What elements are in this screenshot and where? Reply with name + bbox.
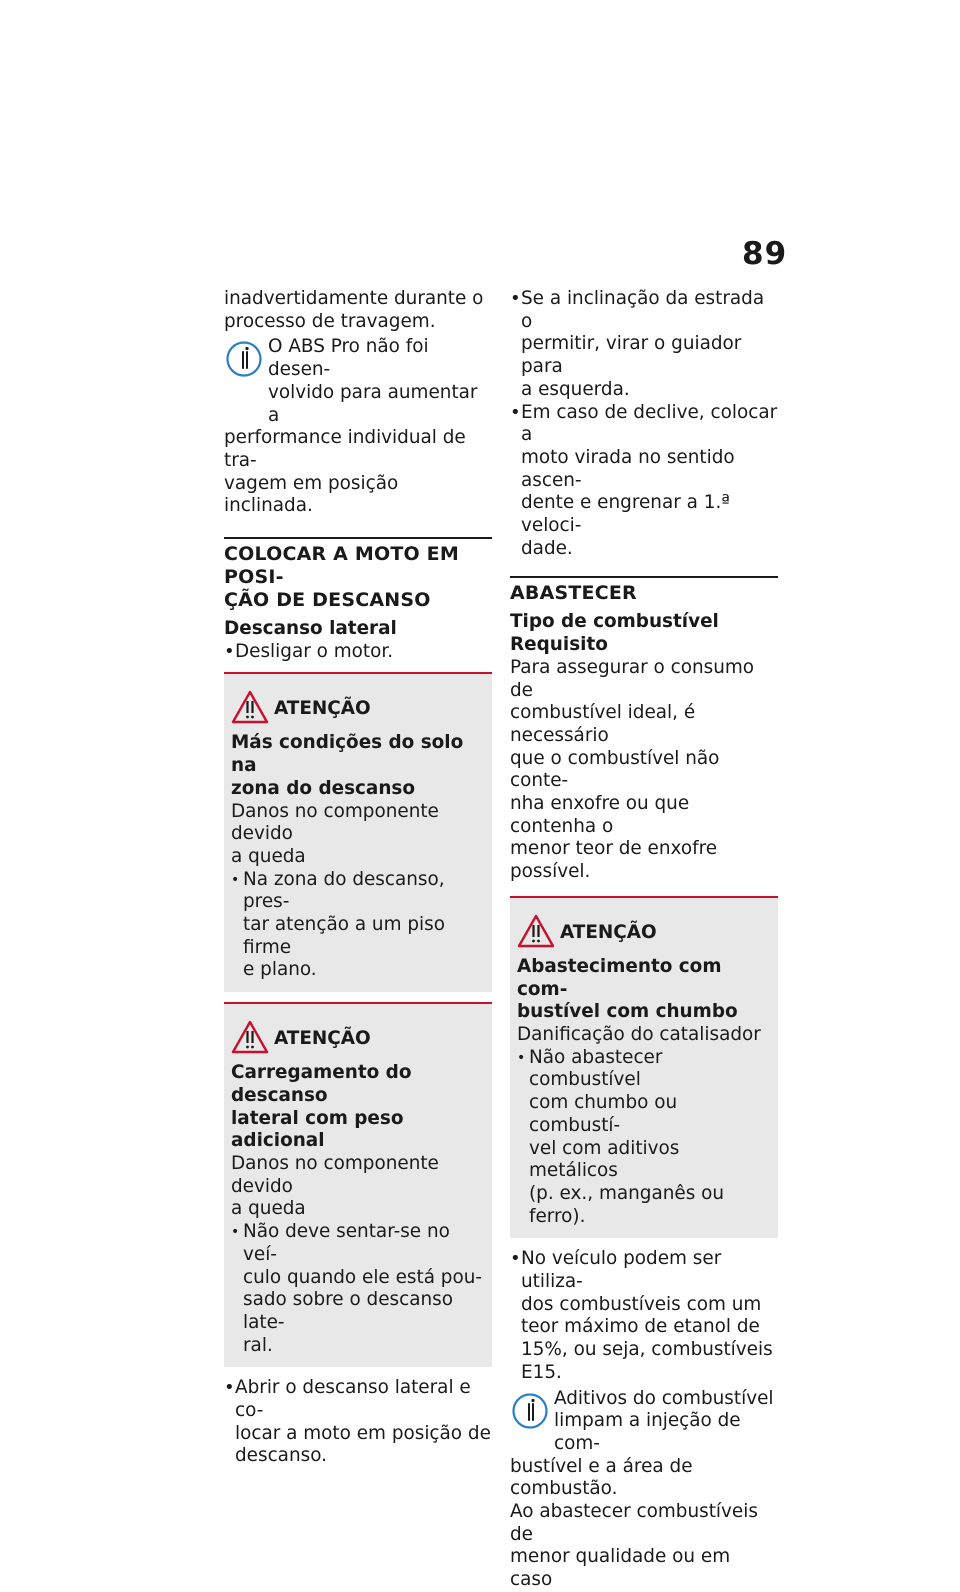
section-title: COLOCAR A MOTO EM POSI-: [224, 543, 459, 589]
bullet-line: vel com aditivos metálicos: [529, 1137, 680, 1182]
warning-triangle-icon: [231, 690, 269, 724]
subsection-title: Tipo de combustível: [510, 611, 719, 633]
step-item: [510, 288, 778, 402]
warning-text: Danos no componente devido: [231, 1152, 439, 1197]
info-icon: [511, 1392, 549, 1430]
warning-bullet-item: [517, 1047, 770, 1229]
intro-line: processo de travagem.: [224, 310, 436, 332]
section-title: ÇÃO DE DESCANSO: [224, 589, 431, 612]
warning-text: a queda: [231, 845, 306, 867]
step-line: dente e engrenar a 1.ª veloci-: [521, 492, 730, 537]
section-rule: [224, 537, 492, 539]
info-line: performance individual de tra-: [224, 427, 466, 471]
warning-bullet-item: [231, 869, 484, 983]
warning-box: [510, 896, 778, 1238]
step-item: • Desligar o motor.: [224, 641, 492, 664]
info-line: volvido para aumentar a: [268, 381, 478, 426]
bullet-line: tar atenção a um piso firme: [243, 914, 445, 958]
warning-box: [224, 672, 492, 992]
info-line: limpam a injeção de com-: [554, 1410, 741, 1454]
step-item: [224, 1377, 492, 1468]
step-line: dade.: [521, 537, 573, 559]
step-line: a esquerda.: [521, 378, 630, 400]
warning-heading: Abastecimento com com-: [517, 955, 722, 1000]
body-line: nha enxofre ou que contenha o: [510, 793, 690, 837]
page-number: 89: [742, 236, 788, 272]
intro-line: inadvertidamente durante o: [224, 288, 484, 309]
step-line: permitir, virar o guiador para: [521, 333, 742, 378]
warning-heading: lateral com peso adicional: [231, 1107, 404, 1152]
info-note: [224, 336, 492, 518]
warning-triangle-icon: [231, 1020, 269, 1054]
bullet-line: Na zona do descanso, pres-: [243, 868, 445, 913]
body-line: que o combustível não conte-: [510, 747, 720, 792]
info-line: menor qualidade ou em caso: [510, 1546, 731, 1591]
step-line: Abrir o descanso lateral e co-: [235, 1377, 471, 1422]
warning-triangle-icon: [517, 914, 555, 948]
left-column: [224, 288, 492, 1468]
info-icon: [225, 340, 263, 378]
subsection-title: Requisito: [510, 634, 608, 656]
warning-heading: Más condições do solo na: [231, 732, 464, 777]
bullet-line: sado sobre o descanso late-: [243, 1289, 453, 1333]
bullet-line: ral.: [243, 1334, 273, 1356]
warning-heading: zona do descanso: [231, 777, 416, 799]
warning-bullets: [231, 869, 484, 983]
step-line: moto virada no sentido ascen-: [521, 446, 735, 491]
step-line: locar a moto em posição de: [235, 1422, 491, 1444]
body-line: Para assegurar o consumo de: [510, 656, 755, 701]
warning-heading: Carregamento do descanso: [231, 1062, 412, 1106]
step-line: 15%, ou seja, combustíveis: [521, 1339, 773, 1361]
step-line: No veículo podem ser utiliza-: [521, 1248, 722, 1293]
section-title: ABASTECER: [510, 582, 637, 605]
step-item: [510, 402, 778, 561]
step-list: [224, 1377, 492, 1468]
step-list: [224, 641, 492, 664]
section-rule: [510, 576, 778, 578]
info-line: Aditivos do combustível: [554, 1387, 774, 1409]
warning-text: Danos no componente devido: [231, 800, 439, 845]
info-line: Ao abastecer combustíveis de: [510, 1501, 758, 1545]
bullet-line: Não deve sentar-se no veí-: [243, 1221, 450, 1265]
warning-box: [224, 1002, 492, 1367]
warning-title: ATENÇÃO: [274, 1028, 371, 1050]
info-line: O ABS Pro não foi desen-: [268, 336, 429, 381]
warning-bullet-item: [231, 1221, 484, 1357]
body-line: combustível ideal, é necessário: [510, 702, 696, 746]
info-line: bustível e a área de combustão.: [510, 1455, 693, 1500]
info-line: vagem em posição inclinada.: [224, 472, 399, 517]
warning-heading: bustível com chumbo: [517, 1001, 738, 1023]
step-line: descanso.: [235, 1445, 327, 1467]
warning-text: Danificação do catalisador: [517, 1023, 761, 1045]
step-line: E15.: [521, 1361, 562, 1383]
step-list: [510, 288, 778, 560]
warning-bullets: [231, 1221, 484, 1357]
step-item: [510, 1248, 778, 1384]
right-column: [510, 288, 778, 1592]
subsection-title: Descanso lateral: [224, 618, 397, 640]
bullet-line: Não abastecer combustível: [529, 1046, 663, 1091]
warning-text: a queda: [231, 1198, 306, 1220]
bullet-line: (p. ex., manganês ou ferro).: [529, 1182, 725, 1227]
bullet-line: culo quando ele está pou-: [243, 1266, 483, 1288]
info-note: [510, 1388, 778, 1592]
warning-bullets: [517, 1047, 770, 1229]
bullet-line: e plano.: [243, 959, 317, 981]
step-line: Em caso de declive, colocar a: [521, 401, 778, 446]
step-list: [510, 1248, 778, 1384]
step-line: dos combustíveis com um: [521, 1293, 762, 1315]
body-line: menor teor de enxofre possível.: [510, 838, 718, 883]
warning-title: ATENÇÃO: [274, 698, 371, 720]
bullet-line: com chumbo ou combustí-: [529, 1092, 678, 1136]
warning-title: ATENÇÃO: [560, 921, 657, 943]
step-line: Se a inclinação da estrada o: [521, 288, 765, 332]
step-line: teor máximo de etanol de: [521, 1316, 760, 1338]
